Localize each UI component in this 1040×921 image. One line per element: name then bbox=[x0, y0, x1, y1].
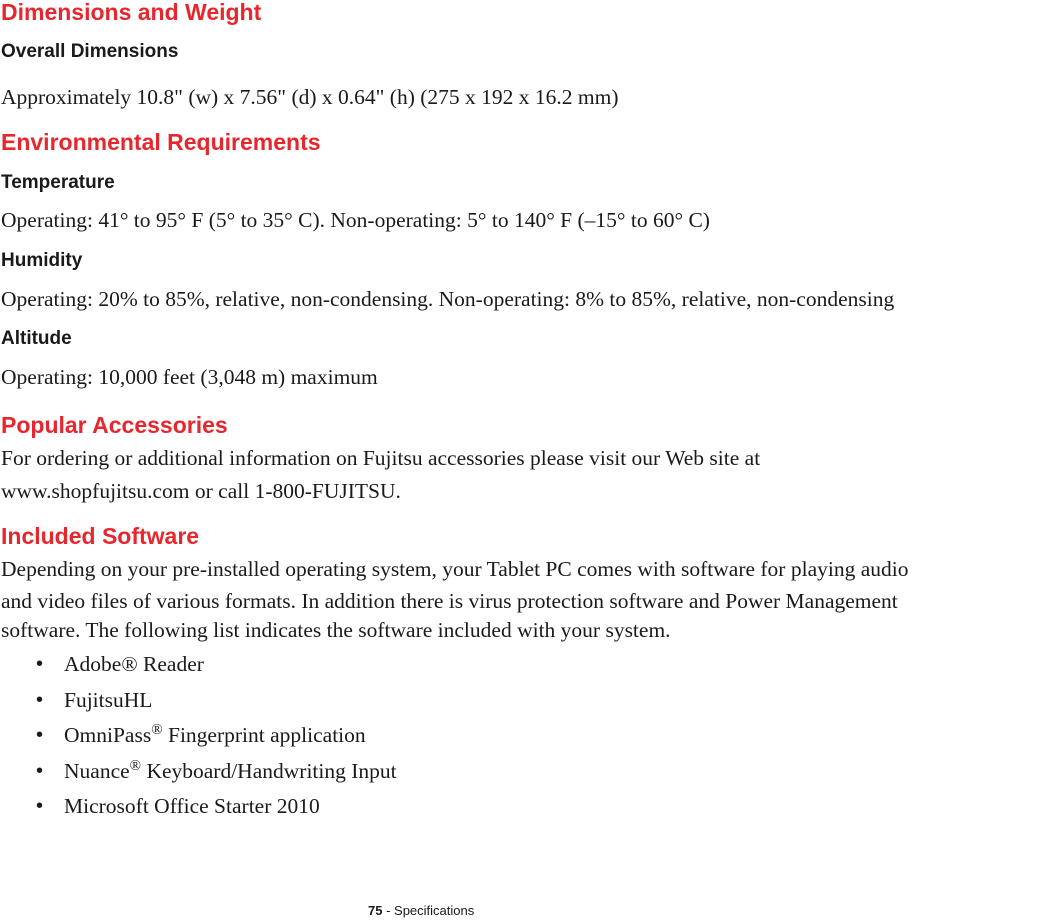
list-item bbox=[36, 789, 397, 825]
altitude-text: Operating: 10,000 feet (3,048 m) maximum bbox=[1, 365, 378, 389]
footer-section-name: Specifications bbox=[394, 903, 475, 918]
accessories-text-line-2: www.shopfujitsu.com or call 1-800-FUJITSU. bbox=[1, 479, 401, 503]
section-title-dimensions: Dimensions and Weight bbox=[1, 0, 262, 25]
registered-mark: ® bbox=[151, 722, 163, 738]
list-item-text: FujitsuHL bbox=[64, 687, 153, 712]
software-text-line-1: Depending on your pre-installed operating system, your Tablet PC comes with software for playing audio bbox=[1, 557, 909, 581]
section-title-environmental: Environmental Requirements bbox=[1, 129, 321, 155]
temperature-text: Operating: 41° to 95° F (5° to 35° C). Non-operating: 5° to 140° F (–15° to 60° C) bbox=[1, 208, 710, 232]
software-text-line-2: and video files of various formats. In addition there is virus protection software and Power Management bbox=[1, 589, 898, 613]
list-item-text-suffix: Keyboard/Handwriting Input bbox=[141, 758, 397, 783]
software-text-line-3: software. The following list indicates the software included with your system. bbox=[1, 618, 671, 642]
registered-mark: ® bbox=[129, 757, 142, 774]
section-title-accessories: Popular Accessories bbox=[1, 412, 228, 438]
footer-separator: - bbox=[382, 903, 395, 918]
list-item bbox=[36, 718, 397, 754]
section-title-software: Included Software bbox=[1, 523, 200, 549]
page-footer bbox=[368, 904, 474, 917]
bullet-icon: • bbox=[36, 795, 44, 817]
bullet-icon: • bbox=[36, 724, 44, 746]
accessories-text-line-1: For ordering or additional information on Fujitsu accessories please visit our Web site at bbox=[1, 446, 761, 470]
list-item-text-suffix: Fingerprint application bbox=[162, 723, 366, 747]
list-item bbox=[36, 754, 397, 790]
heading-overall-dimensions: Overall Dimensions bbox=[1, 41, 179, 62]
bullet-icon: • bbox=[36, 688, 44, 711]
list-item-text: OmniPass bbox=[64, 723, 152, 747]
humidity-text: Operating: 20% to 85%, relative, non-condensing. Non-operating: 8% to 85%, relative, non-condensing bbox=[1, 287, 895, 311]
software-list bbox=[36, 647, 397, 825]
heading-temperature: Temperature bbox=[1, 172, 115, 193]
list-item-text: Nuance bbox=[64, 758, 130, 783]
list-item bbox=[36, 683, 397, 719]
list-item-text: Adobe® Reader bbox=[64, 652, 204, 676]
heading-humidity: Humidity bbox=[1, 250, 83, 271]
bullet-icon: • bbox=[36, 653, 44, 675]
page-number: 75 bbox=[368, 903, 383, 918]
bullet-icon: • bbox=[36, 759, 44, 782]
overall-dimensions-text: Approximately 10.8" (w) x 7.56" (d) x 0.64" (h) (275 x 192 x 16.2 mm) bbox=[1, 85, 619, 109]
list-item-text: Microsoft Office Starter 2010 bbox=[64, 794, 320, 818]
heading-altitude: Altitude bbox=[1, 328, 72, 349]
list-item bbox=[36, 647, 397, 683]
